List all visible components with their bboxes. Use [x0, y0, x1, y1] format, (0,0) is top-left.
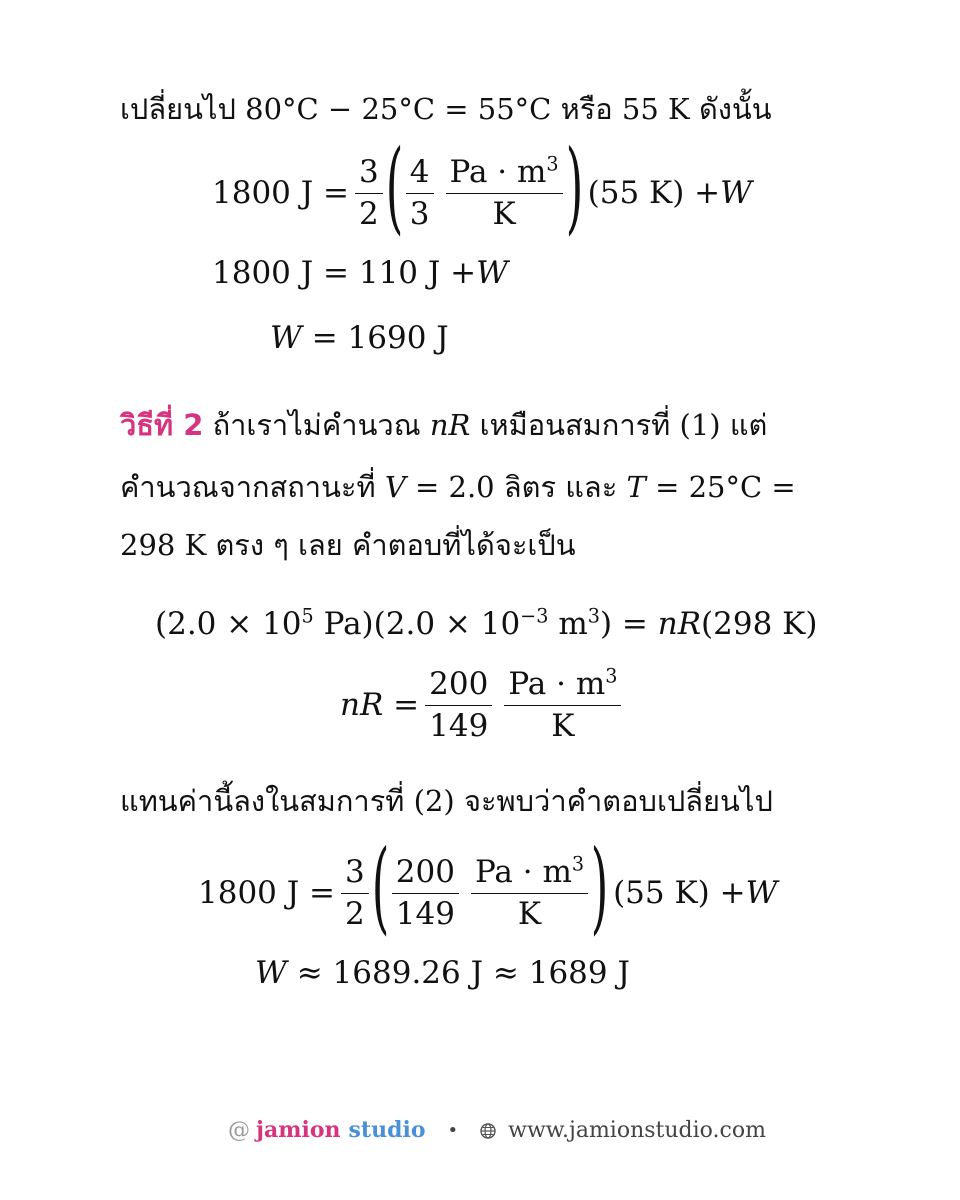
- intro-line: เปลี่ยนไป 80°C − 25°C = 55°C หรือ 55 K ดังนั้น: [120, 92, 772, 126]
- method2-line-3: 298 K ตรง ๆ เลย คำตอบที่ได้จะเป็น: [120, 528, 576, 562]
- equation-3: W = 1690 J: [270, 320, 449, 356]
- globe-icon: [480, 1123, 496, 1139]
- website-link[interactable]: www.jamionstudio.com: [508, 1117, 766, 1143]
- method2-line-1: วิธีที่ 2 ถ้าเราไม่คำนวณ nR เหมือนสมการที่ (1) แต่: [120, 408, 768, 442]
- equation-7: W ≈ 1689.26 J ≈ 1689 J: [255, 955, 630, 991]
- fraction-4-3: $\frac{4}{3}$: [406, 156, 434, 230]
- equation-6: 1800 J = $\frac{3}{2}$ ( $\frac{200}{149}$ $\frac{Pa \cdot m^3}{K}$ ) (55 K) + W: [198, 828, 778, 945]
- equation-2: 1800 J = 110 J + W: [212, 255, 509, 291]
- brand-name-jamion: jamion: [256, 1117, 341, 1143]
- fraction-3-2: $\frac{3}{2}$: [355, 156, 383, 230]
- fraction-200-149: $\frac{200}{149}$: [425, 668, 492, 742]
- fraction-200-149: $\frac{200}{149}$: [392, 856, 459, 930]
- method-label: วิธีที่ 2: [120, 408, 204, 442]
- separator-bullet: •: [447, 1119, 459, 1141]
- replace-line: แทนค่านี้ลงในสมการที่ (2) จะพบว่าคำตอบเปลี่ยนไป: [120, 784, 773, 818]
- method2-line-2: คำนวณจากสถานะที่ V = 2.0 ลิตร และ T = 25°C =: [120, 470, 796, 504]
- at-symbol: @: [228, 1117, 250, 1143]
- brand-name-studio: studio: [348, 1117, 426, 1143]
- equation-1: 1800 J = $\frac{3}{2}$ ( $\frac{4}{3}$ $\frac{Pa \cdot m^3}{K}$ ) (55 K) + W: [212, 128, 752, 245]
- unit-fraction: $\frac{Pa \cdot m^3}{K}$: [504, 668, 621, 742]
- unit-fraction: $\frac{Pa \cdot m^3}{K}$: [446, 156, 563, 230]
- footer: [228, 1117, 766, 1143]
- unit-fraction: $\frac{Pa \cdot m^3}{K}$: [471, 856, 588, 930]
- fraction-3-2: $\frac{3}{2}$: [341, 856, 369, 930]
- equation-5: nR = $\frac{200}{149}$ $\frac{Pa \cdot m^3}{K}$: [340, 660, 627, 750]
- equation-4: ($2.0 \times 10^5$ $Pa)(2.0 \times 10^{-3}$ $m^3$) = nR (298 K): [155, 604, 818, 642]
